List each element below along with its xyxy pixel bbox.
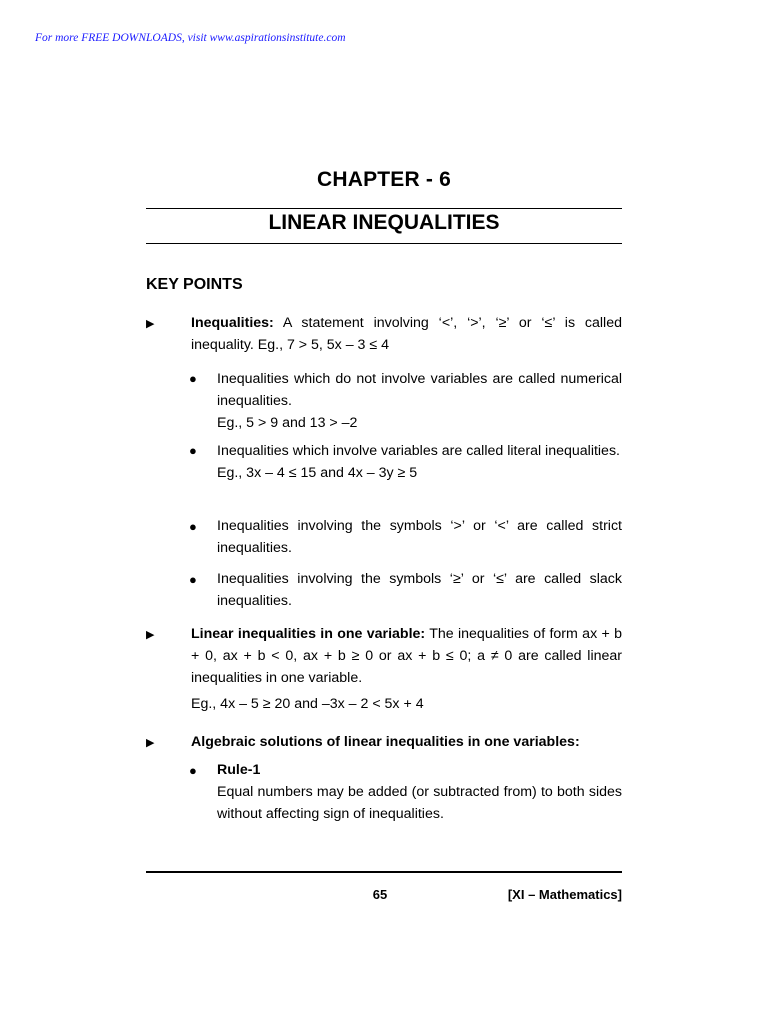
sub-point-text: Inequalities which involve variables are called literal inequalities. (217, 443, 620, 459)
sub-point-literal (217, 440, 622, 484)
point-algebraic-solutions: Algebraic solutions of linear inequalities in one variables: (191, 734, 580, 750)
point-linear-inequalities (191, 623, 622, 689)
point-label: Inequalities: (191, 315, 274, 331)
book-label: [XI – Mathematics] (507, 887, 622, 902)
arrow-bullet-icon: ▶ (146, 629, 155, 641)
chapter-number: CHAPTER - 6 (316, 168, 452, 191)
point-text: A statement involving ‘<’, ‘>’, ‘≥’ or ‘≤’ is called inequality. Eg., 7 > 5, 5x – 3 ≤ 4 (191, 315, 622, 353)
rule-1 (217, 759, 622, 825)
sub-point-strict (217, 515, 622, 559)
bullet-dot-icon: ● (189, 519, 197, 534)
footer-rule (146, 871, 622, 873)
point-text: The inequalities of form ax + b + 0, ax + b < 0, ax + b ≥ 0 or ax + b ≤ 0; a ≠ 0 are called linear inequalities in one variable. (191, 626, 622, 686)
rule-title: Rule-1 (217, 762, 261, 778)
section-heading: KEY POINTS (146, 276, 243, 293)
rule-text: Equal numbers may be added (or subtracted from) to both sides without affecting sign of inequalities. (217, 784, 622, 822)
sub-point-example: Eg., 3x – 4 ≤ 15 and 4x – 3y ≥ 5 (217, 465, 418, 481)
sub-point-slack (217, 568, 622, 612)
sub-point-example: Eg., 5 > 9 and 13 > –2 (217, 415, 358, 431)
title-top-rule (146, 208, 622, 209)
sub-point-numerical (217, 368, 622, 434)
sub-point-text: Inequalities which do not involve variables are called numerical inequalities. (217, 371, 622, 409)
bullet-dot-icon: ● (189, 443, 197, 458)
arrow-bullet-icon: ▶ (146, 318, 155, 330)
arrow-bullet-icon: ▶ (146, 737, 155, 749)
point-label: Linear inequalities in one variable: (191, 626, 426, 642)
title-bottom-rule (146, 243, 622, 244)
header-download-link[interactable]: For more FREE DOWNLOADS, visit www.aspirationsinstitute.com (35, 32, 346, 44)
bullet-dot-icon: ● (189, 371, 197, 386)
page-number: 65 (372, 887, 388, 902)
point-example: Eg., 4x – 5 ≥ 20 and –3x – 2 < 5x + 4 (191, 696, 424, 712)
chapter-title: LINEAR INEQUALITIES (268, 211, 500, 234)
sub-point-text: Inequalities involving the symbols ‘>’ or ‘<’ are called strict inequalities. (217, 518, 622, 556)
bullet-dot-icon: ● (189, 763, 197, 778)
point-inequalities (191, 312, 622, 356)
bullet-dot-icon: ● (189, 572, 197, 587)
sub-point-text: Inequalities involving the symbols ‘≥’ or ‘≤’ are called slack inequalities. (217, 571, 622, 609)
